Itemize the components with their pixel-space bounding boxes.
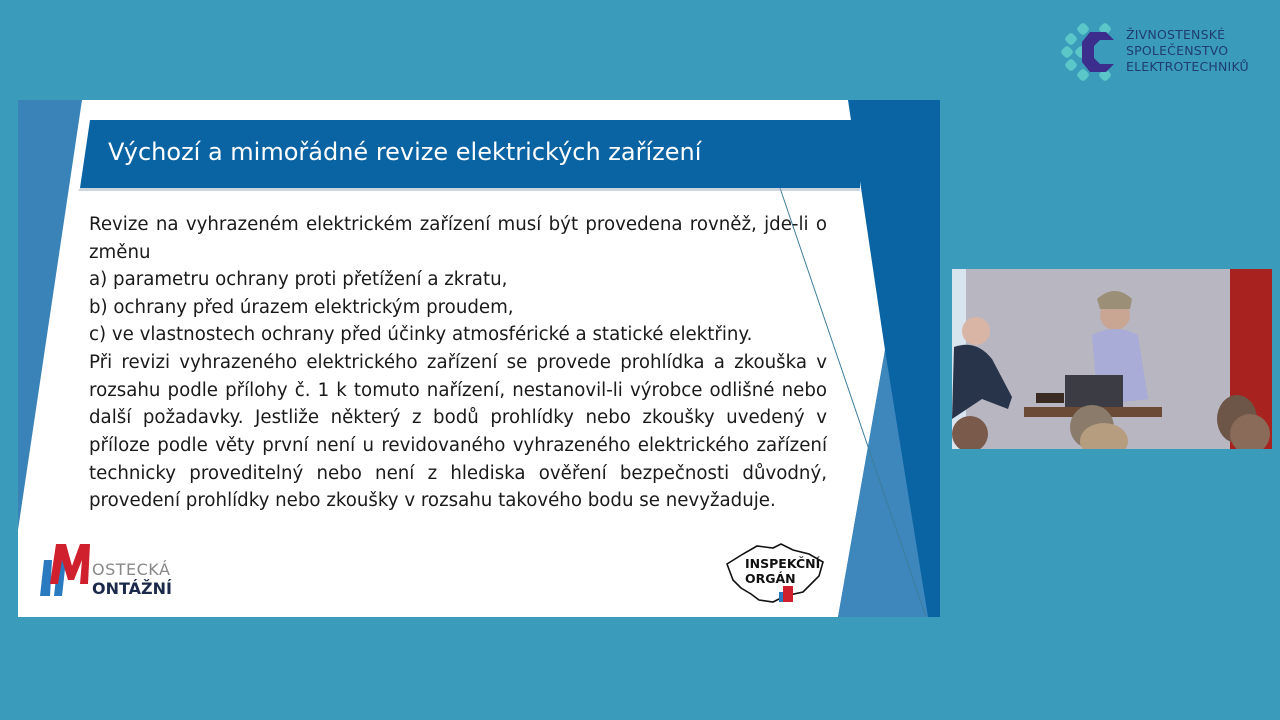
brand-line: ELEKTROTECHNIKŮ: [1126, 59, 1249, 74]
slide-title: Výchozí a mimořádné revize elektrických zařízení: [108, 138, 702, 166]
logo-io-line-2: ORGÁN: [745, 571, 796, 586]
mostecka-montazni-logo: [36, 540, 186, 602]
body-line: technicky proveditelný nebo není z hlediska ověření bezpečnosti důvodný,: [89, 463, 827, 484]
body-line: další požadavky. Jestliže některý z bodů prohlídky nebo zkoušky uvedený v: [89, 407, 827, 428]
logo-line-1: OSTECKÁ: [92, 560, 171, 579]
brand-mark-icon: [1060, 22, 1122, 82]
logo-io-line-1: INSPEKČNÍ: [745, 556, 821, 571]
body-line: b) ochrany před úrazem elektrickým proudem,: [89, 297, 514, 318]
body-line: a) parametru ochrany proti přetížení a zkratu,: [89, 269, 508, 290]
logo-line-2: ONTÁŽNÍ: [92, 579, 172, 598]
body-line: Revize na vyhrazeném elektrickém zařízení musí být provedena rovněž, jde-li o: [89, 214, 827, 235]
body-line: c) ve vlastnostech ochrany před účinky atmosférické a statické elektřiny.: [89, 324, 753, 345]
left-strip: [18, 100, 82, 530]
brand-logo: [1060, 22, 1260, 82]
inspekcni-organ-logo: [723, 542, 833, 608]
body-line: příloze podle věty první není u revidovaného vyhrazeného elektrického zařízení: [89, 435, 827, 456]
body-line: provedení prohlídky nebo zkoušky v rozsahu takového bodu se nevyžaduje.: [89, 490, 776, 511]
body-line: změnu: [89, 242, 151, 263]
presentation-slide: [18, 100, 940, 617]
brand-line: ŽIVNOSTENSKÉ: [1126, 27, 1226, 42]
brand-line: SPOLEČENSTVO: [1126, 43, 1229, 58]
body-line: Při revizi vyhrazeného elektrického zařízení se provede prohlídka a zkouška v: [89, 352, 827, 373]
body-line: rozsahu podle přílohy č. 1 k tomuto nařízení, nestanovil-li výrobce odlišné nebo: [89, 380, 827, 401]
video-frame-icon: [952, 269, 1272, 449]
presenter-video: [952, 269, 1272, 449]
